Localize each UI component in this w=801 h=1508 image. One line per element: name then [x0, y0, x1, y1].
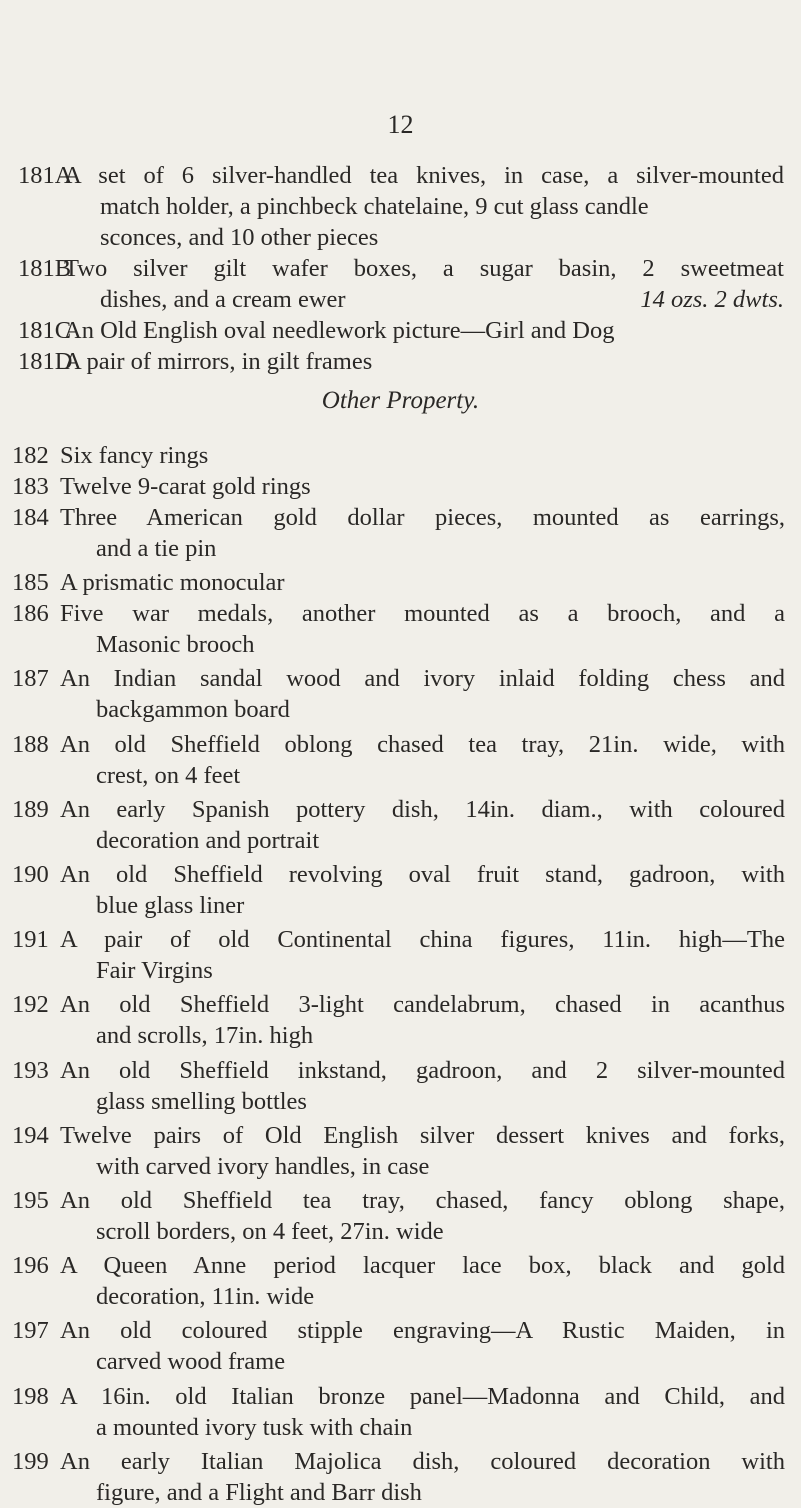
description-line: Fair Virgins: [96, 957, 213, 985]
lot-number: 181B: [18, 255, 72, 282]
lot-entry: [0, 1381, 801, 1443]
description-line: An Indian sandal wood and ivory inlaid folding chess and: [60, 665, 785, 693]
lot-entry: [0, 598, 801, 660]
lot-entry: [0, 794, 801, 856]
lot-description: [60, 471, 785, 502]
description-line: Twelve pairs of Old English silver dessert knives and forks,: [60, 1121, 785, 1149]
lot-entry: [0, 1055, 801, 1117]
lot-entry: [0, 859, 801, 921]
description-line: blue glass liner: [96, 892, 245, 919]
description-line: and a tie pin: [96, 535, 217, 562]
lot-description: [60, 729, 785, 791]
description-line: and scrolls, 17in. high: [96, 1022, 314, 1050]
description-line: Twelve 9-carat gold rings: [60, 473, 311, 500]
lot-description: [60, 1250, 785, 1312]
description-line: carved wood frame: [96, 1348, 286, 1376]
lot-description: [60, 1315, 785, 1377]
lot-description: [60, 1185, 785, 1247]
lot-number: 184: [12, 504, 49, 531]
lot-entry: [0, 729, 801, 791]
description-line: Five war medals, another mounted as a brooch, and a: [60, 600, 785, 628]
lot-entry: [0, 346, 801, 377]
description-line: Six fancy rings: [60, 442, 209, 469]
lot-number: 191: [12, 926, 49, 954]
description-line: An old Sheffield tea tray, chased, fancy oblong shape,: [60, 1187, 785, 1214]
description-line: A set of 6 silver-handled tea knives, in case, a silver-mounted: [64, 162, 784, 189]
lot-description: [60, 989, 785, 1051]
lot-number: 199: [12, 1447, 49, 1475]
description-line: sconces, and 10 other pieces: [100, 224, 379, 251]
description-line: An old Sheffield inkstand, gadroon, and 2 silver-mounted: [60, 1056, 785, 1084]
lot-description: [64, 346, 784, 377]
lot-entry: [0, 1185, 801, 1247]
lot-number: 193: [12, 1056, 49, 1084]
lot-entry: [0, 1250, 801, 1312]
description-line: Three American gold dollar pieces, mounted as earrings,: [60, 504, 785, 531]
lot-entry: [0, 567, 801, 598]
lot-description: [60, 663, 785, 725]
description-line: An old Sheffield revolving oval fruit stand, gadroon, with: [60, 861, 785, 888]
description-line: An Old English oval needlework picture—Girl and Dog: [64, 317, 615, 344]
lot-entry: [0, 160, 801, 253]
lot-description: [64, 253, 784, 315]
lot-description: [60, 1055, 785, 1117]
lot-description: [60, 859, 785, 921]
lot-entry: [0, 989, 801, 1051]
lot-description: [60, 1446, 785, 1508]
description-line: Masonic brooch: [96, 631, 255, 659]
lot-description: [64, 160, 784, 253]
lot-description: [60, 924, 785, 986]
description-line: A pair of mirrors, in gilt frames: [64, 348, 373, 375]
lot-weight: 14 ozs. 2 dwts.: [640, 286, 784, 313]
lot-number: 181A: [18, 162, 73, 189]
lot-entry: [0, 471, 801, 502]
description-line: decoration, 11in. wide: [96, 1283, 315, 1311]
lot-description: [60, 1120, 785, 1182]
lot-description: [60, 502, 785, 564]
description-line: An early Italian Majolica dish, coloured decoration with: [60, 1447, 785, 1475]
lot-number: 197: [12, 1317, 49, 1345]
lot-description: [60, 598, 785, 660]
lot-number: 183: [12, 473, 49, 500]
description-line: with carved ivory handles, in case: [96, 1152, 430, 1180]
description-line: An old Sheffield oblong chased tea tray, 21in. wide, with: [60, 730, 785, 758]
lot-entry: [0, 1446, 801, 1508]
lot-number: 182: [12, 442, 49, 469]
description-line: Two silver gilt wafer boxes, a sugar basin, 2 sweetmeat: [64, 255, 784, 282]
lot-number: 190: [12, 861, 49, 888]
lot-number: 192: [12, 991, 49, 1019]
lot-description: [60, 794, 785, 856]
description-line: A pair of old Continental china figures, 11in. high—The: [60, 926, 785, 954]
lot-number: 189: [12, 795, 49, 823]
lot-number: 198: [12, 1382, 49, 1410]
lot-description: [60, 1381, 785, 1443]
lot-description: [64, 315, 784, 346]
lot-entry: [0, 315, 801, 346]
page-number: 12: [387, 110, 414, 139]
description-line: [64, 284, 784, 315]
description-line: figure, and a Flight and Barr dish: [96, 1478, 422, 1506]
description-line: A prismatic monocular: [60, 569, 285, 597]
lot-number: 188: [12, 730, 49, 758]
lot-number: 181D: [18, 348, 73, 375]
lot-entry: [0, 502, 801, 564]
lot-entry: [0, 924, 801, 986]
lot-entry: [0, 663, 801, 725]
description-line: A Queen Anne period lacquer lace box, black and gold: [60, 1252, 785, 1280]
description-line: A 16in. old Italian bronze panel—Madonna and Child, and: [60, 1382, 785, 1410]
description-line: An old Sheffield 3-light candelabrum, chased in acanthus: [60, 991, 785, 1019]
lot-number: 186: [12, 600, 49, 628]
description-line: decoration and portrait: [96, 826, 320, 854]
description-line: a mounted ivory tusk with chain: [96, 1413, 413, 1441]
description-line: match holder, a pinchbeck chatelaine, 9 cut glass candle: [100, 193, 649, 220]
lot-entry: [0, 1315, 801, 1377]
description-line: scroll borders, on 4 feet, 27in. wide: [96, 1218, 444, 1245]
lot-number: 195: [12, 1187, 49, 1214]
description-text: dishes, and a cream ewer: [100, 286, 346, 313]
lot-number: 185: [12, 569, 49, 597]
lot-number: 196: [12, 1252, 49, 1280]
lot-entry: [0, 253, 801, 315]
description-line: glass smelling bottles: [96, 1087, 307, 1115]
lot-number: 194: [12, 1121, 49, 1149]
lot-entry: [0, 1120, 801, 1182]
section-heading: Other Property.: [321, 387, 480, 414]
description-line: backgammon board: [96, 696, 290, 724]
description-line: crest, on 4 feet: [96, 761, 241, 789]
description-line: An early Spanish pottery dish, 14in. diam., with coloured: [60, 795, 785, 823]
description-line: An old coloured stipple engraving—A Rustic Maiden, in: [60, 1317, 785, 1345]
lot-number: 187: [12, 665, 49, 693]
lot-description: [60, 567, 785, 598]
lot-description: [60, 440, 785, 471]
lot-entry: [0, 440, 801, 471]
lot-number: 181C: [18, 317, 72, 344]
